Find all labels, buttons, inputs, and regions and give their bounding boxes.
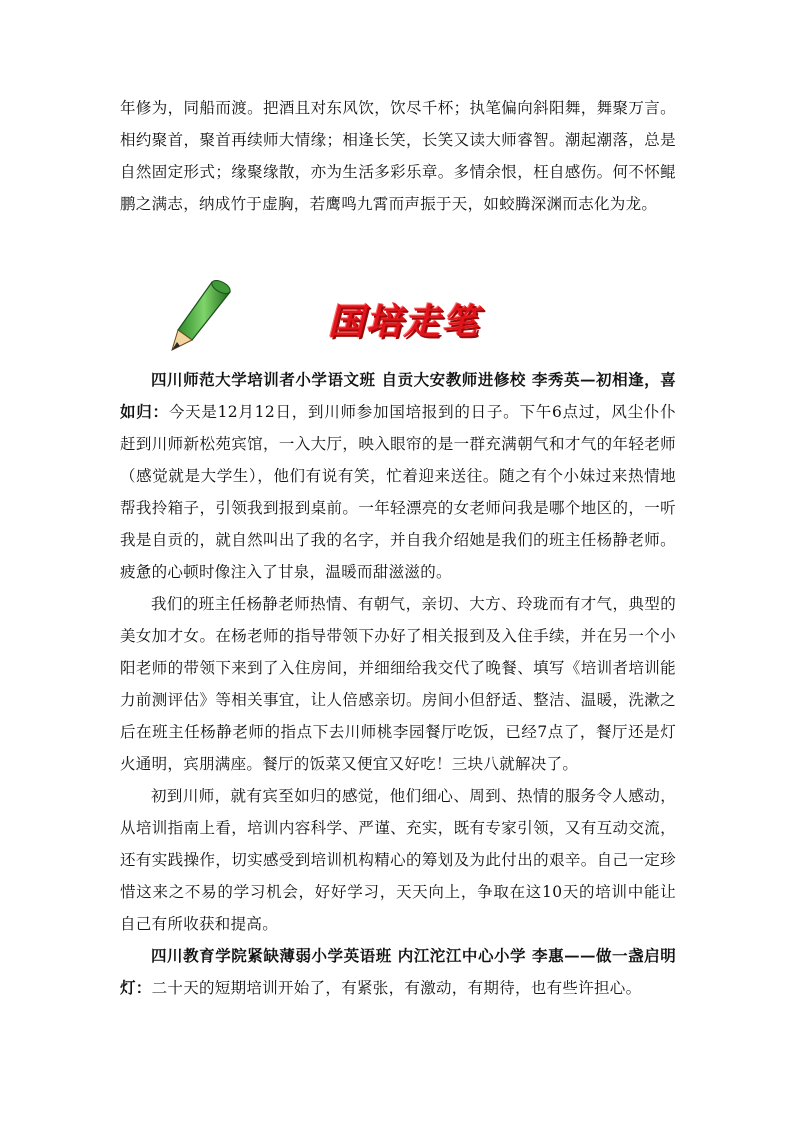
section-banner: [160, 280, 540, 352]
article2-paragraph-1: [120, 940, 676, 1004]
pencil-icon: [168, 280, 234, 352]
article-body: [120, 364, 676, 1004]
article2-heading: 四川教育学院紧缺薄弱小学英语班 内江沱江中心小学 李惠——做一盏启明灯：: [120, 946, 676, 997]
article1-paragraph-3: 初到川师，就有宾至如归的感觉，他们细心、周到、热情的服务令人感动，从培训指南上看，培训内容科学、严谨、充实，既有专家引领，又有互动交流，还有实践操作，切实感受到培训机构精心的筹划及为此付出的艰辛。自己一定珍惜这来之不易的学习机会，好好学习，天天向上，争取在这10天的培训中能让自己有所收获和提高。: [120, 787, 676, 933]
article1-heading: 四川师范大学培训者小学语文班 自贡大安教师进修校 李秀英—初相逢，喜如归：: [120, 370, 676, 421]
article1-p1-text: 今天是12月12日，到川师参加国培报到的日子。下午6点过，风尘仆仆赶到川师新松苑宾馆，一入大厅，映入眼帘的是一群充满朝气和才气的年轻老师（感觉就是大学生），他们有说有笑，忙着迎来送往。随之有个小妹过来热情地帮我拎箱子，引领我到报到桌前。一年轻漂亮的女老师问我是哪个地区的，一听我是自贡的，就自然叫出了我的名字，并自我介绍她是我们的班主任杨静老师。疲惫的心顿时像注入了甘泉，温暖而甜滋滋的。: [120, 403, 676, 581]
banner-title: 国培走笔: [328, 302, 481, 343]
article2-p1-text: 二十天的短期培训开始了，有紧张，有激动，有期待，也有些许担心。: [151, 979, 642, 997]
article1-paragraph-2: 我们的班主任杨静老师热情、有朝气，亲切、大方、玲珑而有才气，典型的美女加才女。在杨老师的指导带领下办好了相关报到及入住手续，并在另一个小阳老师的带领下来到了入住房间，并细细给我交代了晚餐、填写《培训者培训能力前测评估》等相关事宜，让人倍感亲切。房间小但舒适、整洁、温暖，洗漱之后在班主任杨静老师的指点下去川师桃李园餐厅吃饭，已经7点了，餐厅还是灯火通明，宾朋满座。餐厅的饭菜又便宜又好吃！三块八就解决了。: [120, 595, 676, 773]
article1-paragraph-1: [120, 364, 676, 588]
intro-paragraph-block: [120, 92, 676, 220]
intro-paragraph: 年修为，同船而渡。把酒且对东风饮，饮尽千杯；执笔偏向斜阳舞，舞聚万言。相约聚首，聚首再续师大情缘；相逢长笑，长笑又读大师睿智。潮起潮落，总是自然固定形式；缘聚缘散，亦为生活多彩乐章。多情余恨，枉自感伤。何不怀鲲鹏之满志，纳成竹于虚胸，若鹰鸣九霄而声振于天，如蛟腾深渊而志化为龙。: [120, 99, 676, 213]
